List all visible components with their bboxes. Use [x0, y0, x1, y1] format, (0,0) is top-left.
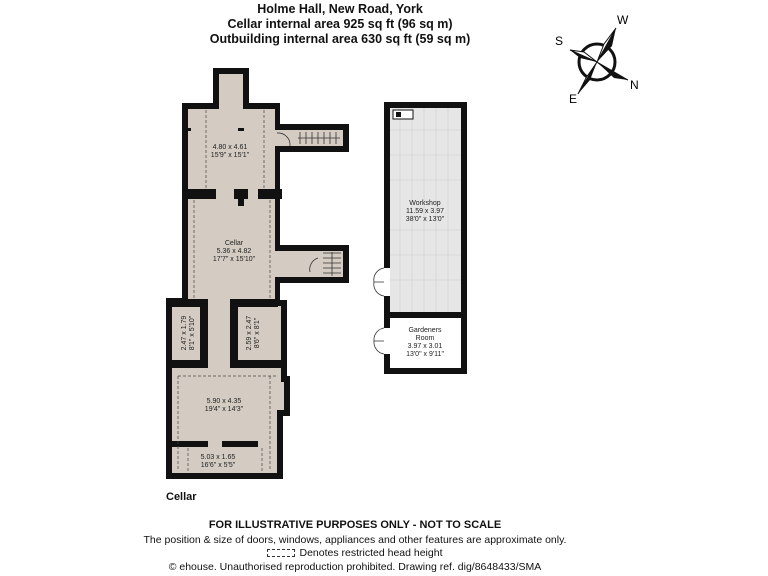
lower-room-metric: 5.90 x 4.35 — [206, 398, 242, 405]
small-right-metric: 2.59 x 2.47 — [246, 315, 253, 351]
gardeners-name-1: Gardeners — [408, 327, 442, 334]
compass-e: E — [569, 92, 578, 106]
workshop-imperial: 38'0" x 13'0" — [405, 216, 445, 223]
cellar-floor — [172, 74, 343, 473]
workshop-metric: 11.59 x 3.97 — [405, 208, 445, 215]
dashed-legend-icon — [267, 549, 295, 557]
bottom-room-metric: 5.03 x 1.65 — [200, 454, 236, 461]
bottom-room-imperial: 16'6" x 5'5" — [200, 462, 236, 469]
cellar-room-imperial: 17'7" x 15'10" — [212, 256, 256, 263]
small-left-imperial: 8'1" x 5'10" — [189, 315, 196, 351]
copyright-text: © ehouse. Unauthorised reproduction prohibited. Drawing ref. dig/8648433/SMA — [168, 561, 542, 573]
disclaimer-text: The position & size of doors, windows, appliances and other features are approximate only. — [143, 534, 567, 546]
workshop-name: Workshop — [409, 200, 441, 207]
compass-w: W — [617, 13, 629, 27]
small-right-imperial: 8'6" x 8'1" — [254, 317, 261, 349]
compass-s: S — [555, 34, 564, 48]
top-room-imperial: 15'9" x 15'1" — [210, 152, 250, 159]
lower-room-imperial: 19'4" x 14'3" — [204, 406, 244, 413]
outbuilding-area-text: Outbuilding internal area 630 sq ft (59 sq m) — [209, 32, 471, 46]
gardeners-name-2: Room — [415, 335, 435, 342]
disclaimer-title: FOR ILLUSTRATIVE PURPOSES ONLY - NOT TO SCALE — [208, 519, 502, 531]
small-left-metric: 2.47 x 1.79 — [181, 315, 188, 351]
head-height-legend — [0, 547, 710, 560]
cellar-room-name: Cellar — [224, 240, 244, 247]
gardeners-imperial: 13'0" x 9'11" — [406, 351, 444, 358]
cellar-plan — [166, 68, 349, 479]
cellar-room-metric: 5.36 x 4.82 — [216, 248, 252, 255]
top-room-metric: 4.80 x 4.61 — [212, 144, 248, 151]
compass-icon — [570, 28, 628, 94]
floor-label: Cellar — [166, 491, 197, 503]
compass-n: N — [630, 78, 639, 92]
cellar-area-text: Cellar internal area 925 sq ft (96 sq m) — [227, 17, 453, 31]
gardeners-metric: 3.97 x 3.01 — [407, 343, 443, 350]
head-height-legend-text: Denotes restricted head height — [299, 547, 443, 559]
plan-title: Holme Hall, New Road, York — [257, 2, 423, 16]
